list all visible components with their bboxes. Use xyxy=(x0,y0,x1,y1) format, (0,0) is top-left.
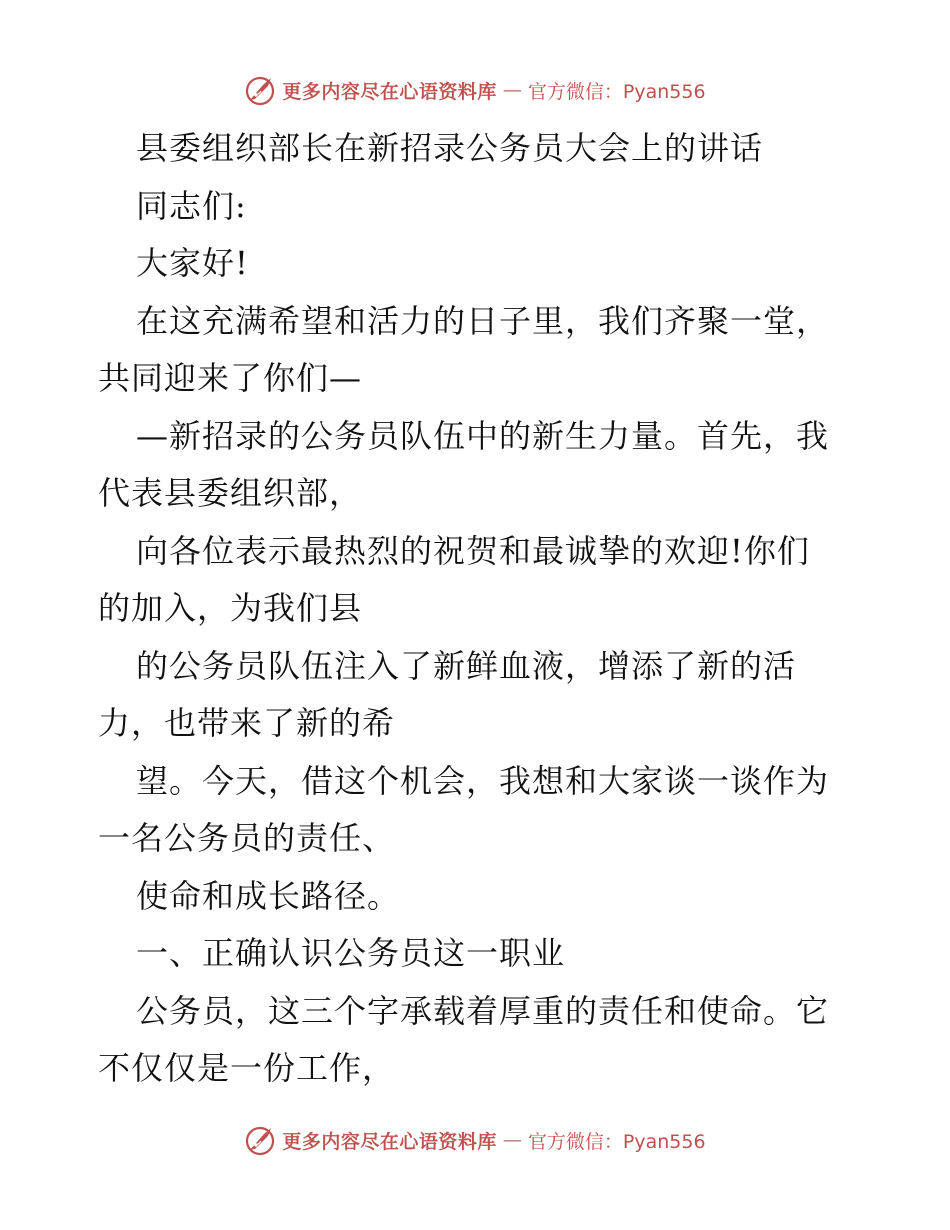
paragraph-line: 力，也带来了新的希 xyxy=(98,704,396,742)
paragraph-line: 在这充满希望和活力的日子里，我们齐聚一堂， xyxy=(136,301,830,340)
salutation: 同志们: xyxy=(136,186,247,225)
quill-pen-logo-icon xyxy=(244,1124,276,1156)
document-body xyxy=(98,120,858,1098)
section-heading: 一、正确认识公务员这一职业 xyxy=(136,934,566,972)
paragraph-line: 共同迎来了你们— xyxy=(98,359,363,397)
quill-pen-logo-icon xyxy=(244,74,276,106)
header-banner xyxy=(0,70,950,110)
footer-banner xyxy=(0,1120,950,1160)
paragraph-line: 代表县委组织部， xyxy=(98,474,363,512)
paragraph-line: 一名公务员的责任、 xyxy=(98,819,396,857)
banner-brand-text: 更多内容尽在心语资料库 xyxy=(282,80,497,103)
paragraph-line: 望。今天，借这个机会，我想和大家谈一谈作为 xyxy=(136,761,830,800)
greeting: 大家好! xyxy=(136,244,249,282)
paragraph-line: 使命和成长路径。 xyxy=(136,876,401,915)
paragraph-line: —新招录的公务员队伍中的新生力量。首先，我 xyxy=(136,416,830,455)
document-title: 县委组织部长在新招录公务员大会上的讲话 xyxy=(136,129,764,167)
paragraph-line: 的加入，为我们县 xyxy=(98,589,363,627)
banner-brand-text: 更多内容尽在心语资料库 xyxy=(282,1130,497,1153)
paragraph-line: 公务员，这三个字承载着厚重的责任和使命。它 xyxy=(136,991,830,1030)
banner-contact-text: 官方微信：Pyan556 xyxy=(527,80,706,103)
banner-contact-text: 官方微信：Pyan556 xyxy=(527,1130,706,1153)
banner-separator: — xyxy=(502,79,522,101)
paragraph-line: 向各位表示最热烈的祝贺和最诚挚的欢迎!你们 xyxy=(136,531,810,570)
paragraph-line: 不仅仅是一份工作， xyxy=(98,1049,396,1087)
paragraph-line: 的公务员队伍注入了新鲜血液，增添了新的活 xyxy=(136,646,797,685)
banner-separator: — xyxy=(502,1129,522,1151)
